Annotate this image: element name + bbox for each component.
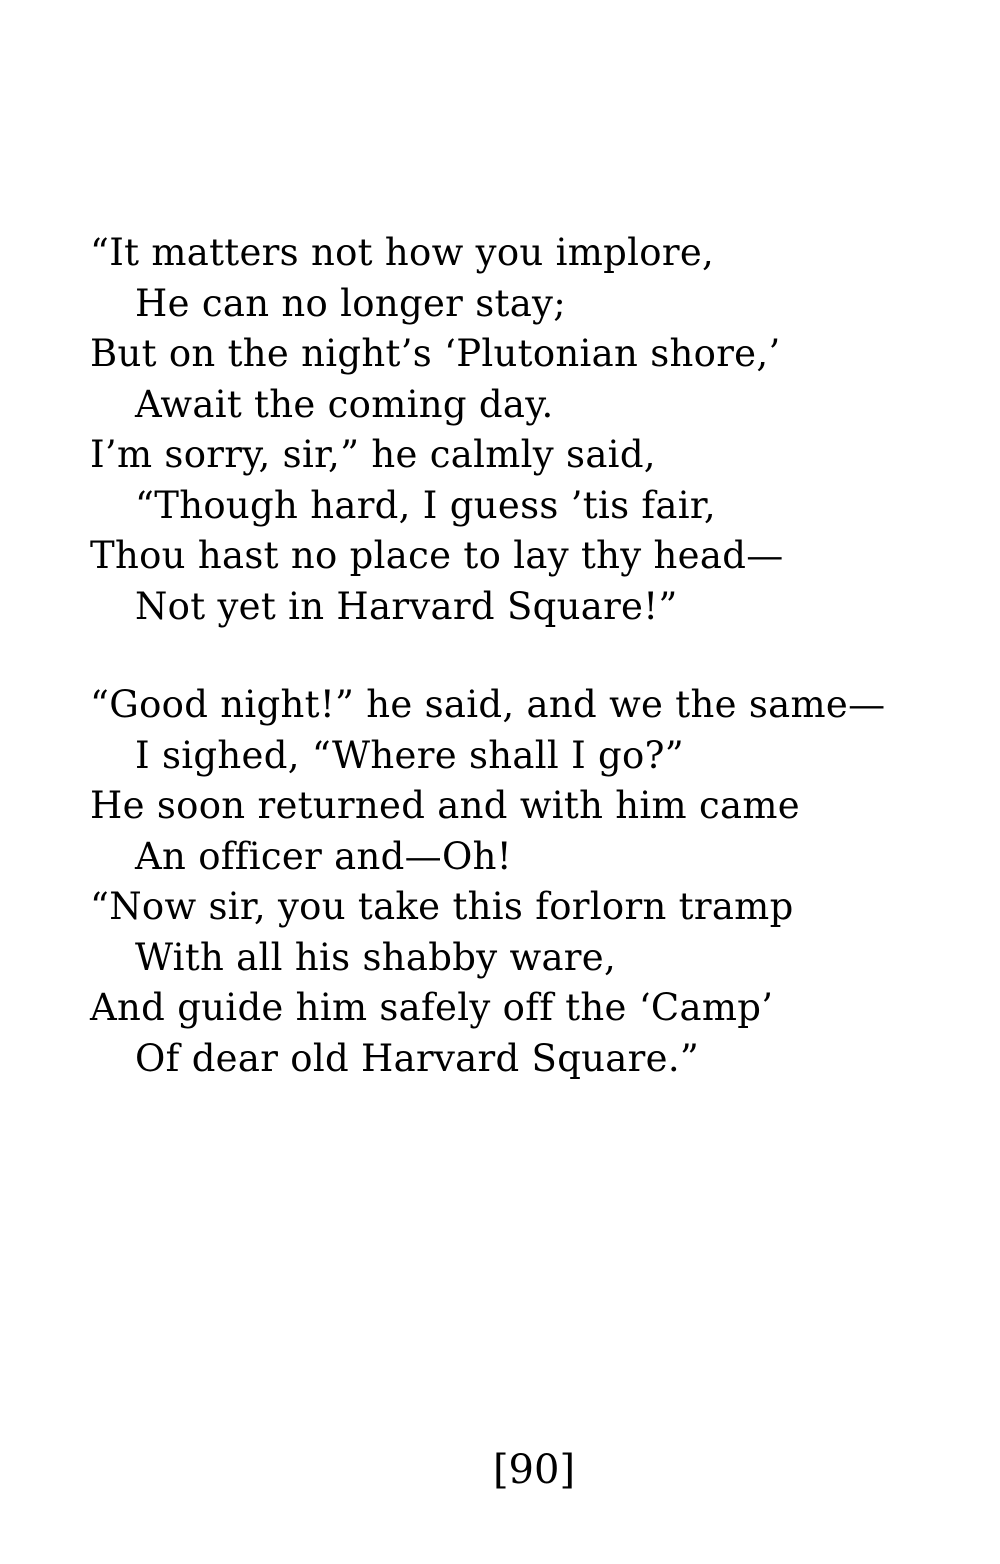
poem-line: “Though hard, I guess ’tis fair,: [135, 483, 716, 527]
stanza-1: [90, 228, 970, 632]
poem-line: “It matters not how you implore,: [90, 231, 715, 274]
poem-line: Await the coming day.: [135, 382, 554, 426]
page-number: [90]: [492, 1447, 576, 1493]
poem-line: Of dear old Harvard Square.”: [135, 1036, 700, 1080]
poem-line: Thou hast no place to lay thy head—: [90, 534, 784, 577]
poem-line: I’m sorry, sir,” he calmly said,: [90, 433, 656, 476]
poem-line: He can no longer stay;: [135, 281, 567, 325]
stanza-2: [90, 680, 970, 1084]
poem-line: And guide him safely off the ‘Camp’: [90, 986, 774, 1029]
poem-line: With all his shabby ware,: [135, 935, 617, 979]
poem-line: An officer and—Oh!: [135, 834, 512, 878]
poem-line: “Good night!” he said, and we the same—: [90, 683, 886, 726]
poem-line: But on the night’s ‘Plutonian shore,’: [90, 332, 781, 375]
poem-line: He soon returned and with him came: [90, 784, 800, 827]
poem-line: “Now sir, you take this forlorn tramp: [90, 885, 794, 928]
poem-line: Not yet in Harvard Square!”: [135, 584, 678, 628]
poem-line: I sighed, “Where shall I go?”: [135, 733, 684, 777]
